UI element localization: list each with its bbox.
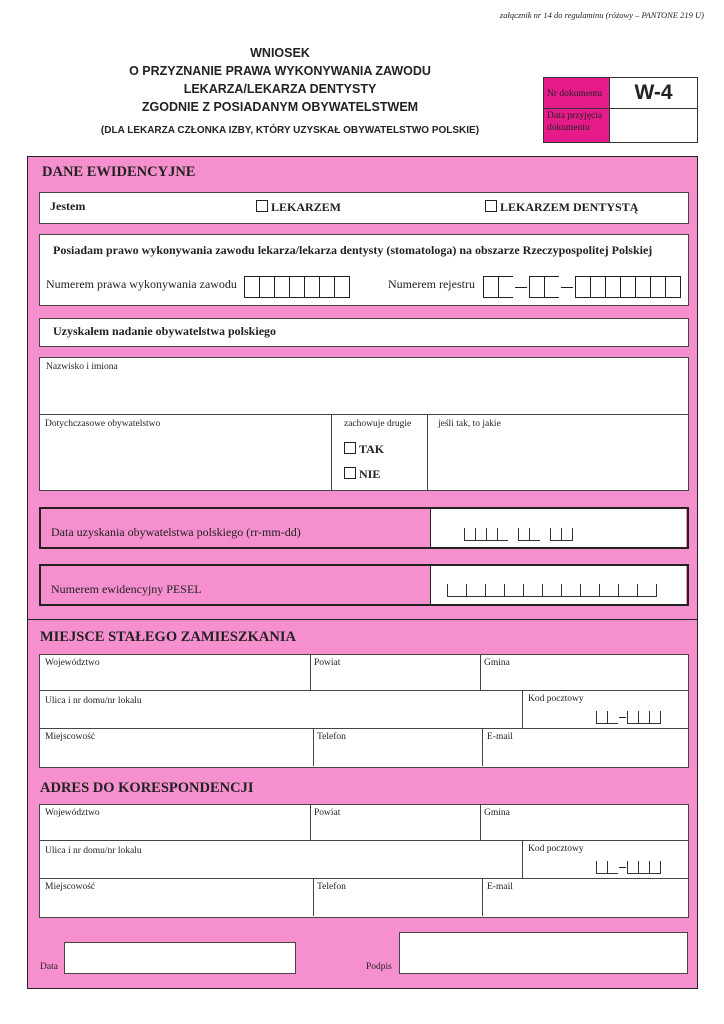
form-title-line-4: ZGODNIE Z POSIADANYM OBYWATELSTWEM — [141, 100, 419, 114]
form-subtitle: (DLA LEKARZA CZŁONKA IZBY, KTÓRY UZYSKAŁ OBYWATELSTWO POLSKIE) — [100, 125, 480, 136]
res-voivodeship-label: Województwo — [45, 658, 100, 668]
cor-postal-label: Kod pocztowy — [528, 844, 584, 854]
checkbox-nie[interactable] — [344, 467, 356, 479]
res-email-label: E-mail — [487, 732, 513, 742]
name-label: Nazwisko i imiona — [46, 362, 118, 372]
section-title-dane: DANE EWIDENCYJNE — [42, 164, 196, 180]
form-title-line-1: WNIOSEK — [250, 46, 310, 60]
posiadam-label: Posiadam prawo wykonywania zawodu lekarza/lekarza dentysty (stomatologa) na obszarze Rzeczypospolitej Polskiej — [53, 243, 653, 257]
option-lekarz[interactable] — [256, 200, 341, 215]
option-tak[interactable] — [344, 442, 384, 457]
cor-phone-label: Telefon — [317, 882, 346, 892]
pwz-number-field[interactable] — [244, 276, 350, 298]
previous-citizenship-label: Dotychczasowe obywatelstwo — [45, 419, 161, 429]
citizenship-date-label: Data uzyskania obywatelstwa polskiego (rr-mm-dd) — [51, 525, 301, 539]
cor-postal-digits[interactable] — [596, 861, 661, 874]
citizenship-granted-label: Uzyskałem nadanie obywatelstwa polskiego — [53, 324, 277, 338]
signature-input[interactable] — [399, 932, 688, 974]
res-street-label: Ulica i nr domu/nr lokalu — [45, 696, 142, 706]
res-phone-label: Telefon — [317, 732, 346, 742]
section-title-zamieszkanie: MIEJSCE STAŁEGO ZAMIESZKANIA — [40, 629, 296, 645]
res-commune-label: Gmina — [484, 658, 510, 668]
document-code: W-4 — [634, 81, 673, 104]
checkbox-lekarz[interactable] — [256, 200, 268, 212]
registry-number-field[interactable] — [483, 276, 681, 298]
cor-county-label: Powiat — [314, 808, 341, 818]
res-city-label: Miejscowość — [45, 732, 96, 742]
attachment-note: załącznik nr 14 do regulaminu (różowy – PANTONE 219 U) — [499, 10, 704, 20]
signature-label: Podpis — [366, 962, 392, 972]
res-postal-label: Kod pocztowy — [528, 694, 584, 704]
form-title-line-3: LEKARZA/LEKARZA DENTYSTY — [183, 82, 377, 96]
option-dentysta-label: LEKARZEM DENTYSTĄ — [500, 200, 639, 214]
citizenship-date-digits — [464, 528, 573, 541]
date-input[interactable] — [64, 942, 296, 974]
option-tak-label: TAK — [359, 442, 385, 456]
name-input[interactable] — [42, 376, 682, 410]
cor-voivodeship-label: Województwo — [45, 808, 100, 818]
keeps-second-label: zachowuje drugie — [344, 419, 412, 429]
jestem-label: Jestem — [50, 199, 86, 213]
document-info-box — [543, 77, 698, 143]
pwz-number-label: Numerem prawa wykonywania zawodu — [46, 277, 237, 291]
document-received-label-2: dokumentu — [547, 123, 590, 133]
pesel-digits — [447, 584, 657, 597]
option-nie[interactable] — [344, 467, 380, 482]
cor-street-label: Ulica i nr domu/nr lokalu — [45, 846, 142, 856]
checkbox-dentysta[interactable] — [485, 200, 497, 212]
previous-citizenship-input[interactable] — [42, 433, 328, 485]
correspondence-table — [39, 804, 689, 918]
option-lekarz-label: LEKARZEM — [271, 200, 342, 214]
option-dentysta[interactable] — [485, 200, 638, 215]
pesel-label: Numerem ewidencyjny PESEL — [51, 582, 202, 596]
which-citizenship-label: jeśli tak, to jakie — [438, 419, 501, 429]
date-label: Data — [40, 962, 58, 972]
checkbox-tak[interactable] — [344, 442, 356, 454]
res-county-label: Powiat — [314, 658, 341, 668]
residence-table — [39, 654, 689, 768]
document-received-label-1: Data przyjęcia — [547, 111, 603, 121]
cor-city-label: Miejscowość — [45, 882, 96, 892]
section-title-korespondencja: ADRES DO KORESPONDENCJI — [40, 780, 254, 796]
res-postal-digits[interactable] — [596, 711, 661, 724]
cor-email-label: E-mail — [487, 882, 513, 892]
registry-number-label: Numerem rejestru — [388, 277, 475, 291]
form-title-line-2: O PRZYZNANIE PRAWA WYKONYWANIA ZAWODU — [129, 64, 431, 78]
document-number-label: Nr dokumentu — [547, 89, 603, 99]
cor-commune-label: Gmina — [484, 808, 510, 818]
which-citizenship-input[interactable] — [432, 433, 682, 485]
option-nie-label: NIE — [359, 467, 381, 481]
